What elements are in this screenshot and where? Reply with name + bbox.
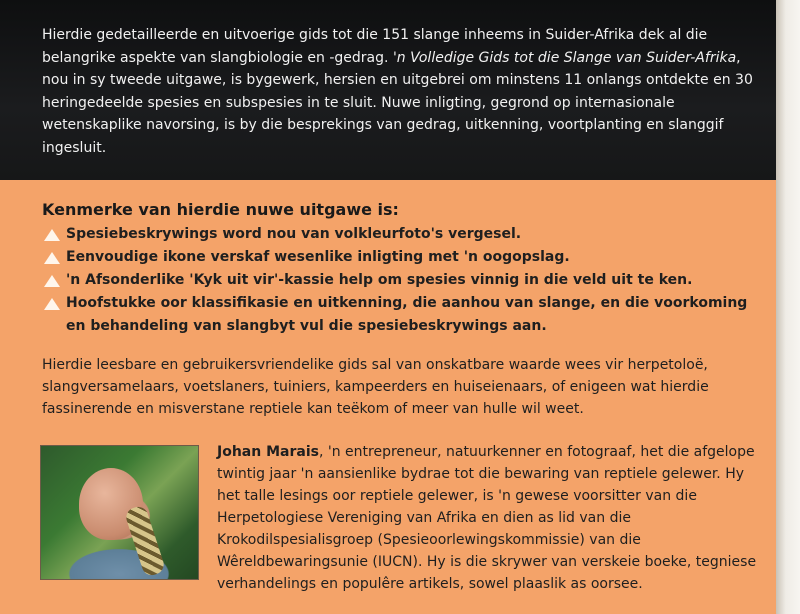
author-bio-text: , 'n entrepreneur, natuurkenner en fotograaf, het die afgelope twintig jaar 'n aansienlike bydrae tot die bewaring van reptiele gelewer. Hy het talle lesings oor reptiele gelewer, is 'n gewese voorsitter van die Herpetologiese Vereniging van Afrika en dien as lid van die Krokodilspesialisgroep (Spesieoorlewingskommissie) van die Wêreldbewaringsunie (IUCN). Hy is die skrywer van verskeie boeke, tegniese verhandelings en populêre artikels, sowel plaaslik as oorsee. [217, 444, 757, 592]
feature-text: 'n Afsonderlike 'Kyk uit vir'-kassie help om spesies vinnig in die veld uit te ken. [66, 272, 693, 288]
triangle-bullet-icon [44, 252, 60, 264]
book-description [42, 24, 762, 159]
list-item [42, 269, 762, 292]
author-name: Johan Marais [217, 444, 319, 460]
intro-paragraph: Hierdie leesbare en gebruikersvriendelike gids sal van onskatbare waarde wees vir herpetoloë, slangversamelaars, voetslaners, tuiniers, kampeerders en huiseienaars, of enigeen wat hierdie fassinerende en misverstane reptiele kan teëkom of meer van hulle wil weet. [42, 357, 709, 417]
feature-text: Eenvoudige ikone verskaf wesenlike inligting met 'n oogopslag. [66, 249, 570, 265]
top-description-band [0, 0, 776, 180]
list-item [42, 223, 762, 246]
snake-shape [124, 504, 167, 577]
book-title-italic: 'n Volledige Gids tot die Slange van Suider-Afrika [392, 49, 737, 66]
features-heading: Kenmerke van hierdie nuwe uitgawe is: [42, 200, 399, 219]
triangle-bullet-icon [44, 298, 60, 310]
page-edge [776, 0, 800, 614]
author-photo [40, 445, 199, 580]
triangle-bullet-icon [44, 229, 60, 241]
description-part2: , nou in sy tweede uitgawe, is bygewerk, hersien en uitgebrei om minstens 11 onlangs ontdekte en 30 heringedeelde spesies en subspesies in te sluit. Nuwe inligting, gegrond op internasionale wetenskaplike navorsing, is by die besprekings van gedrag, uitkenning, voortplanting en slanggif ingesluit. [42, 49, 753, 156]
list-item [42, 292, 762, 338]
feature-list [42, 223, 762, 338]
author-bio [217, 441, 762, 595]
feature-text: Spesiebeskrywings word nou van volkleurfoto's vergesel. [66, 226, 522, 242]
description-part1: Hierdie gedetailleerde en uitvoerige gids tot die 151 slange inheems in Suider-Afrika dek al die belangrike aspekte van slangbiologie en -gedrag. [42, 27, 708, 66]
triangle-bullet-icon [44, 275, 60, 287]
feature-text: Hoofstukke oor klassifikasie en uitkenning, die aanhou van slange, en die voorkoming en behandeling van slangbyt vul die spesiebeskrywings aan. [66, 295, 748, 334]
list-item [42, 246, 762, 269]
